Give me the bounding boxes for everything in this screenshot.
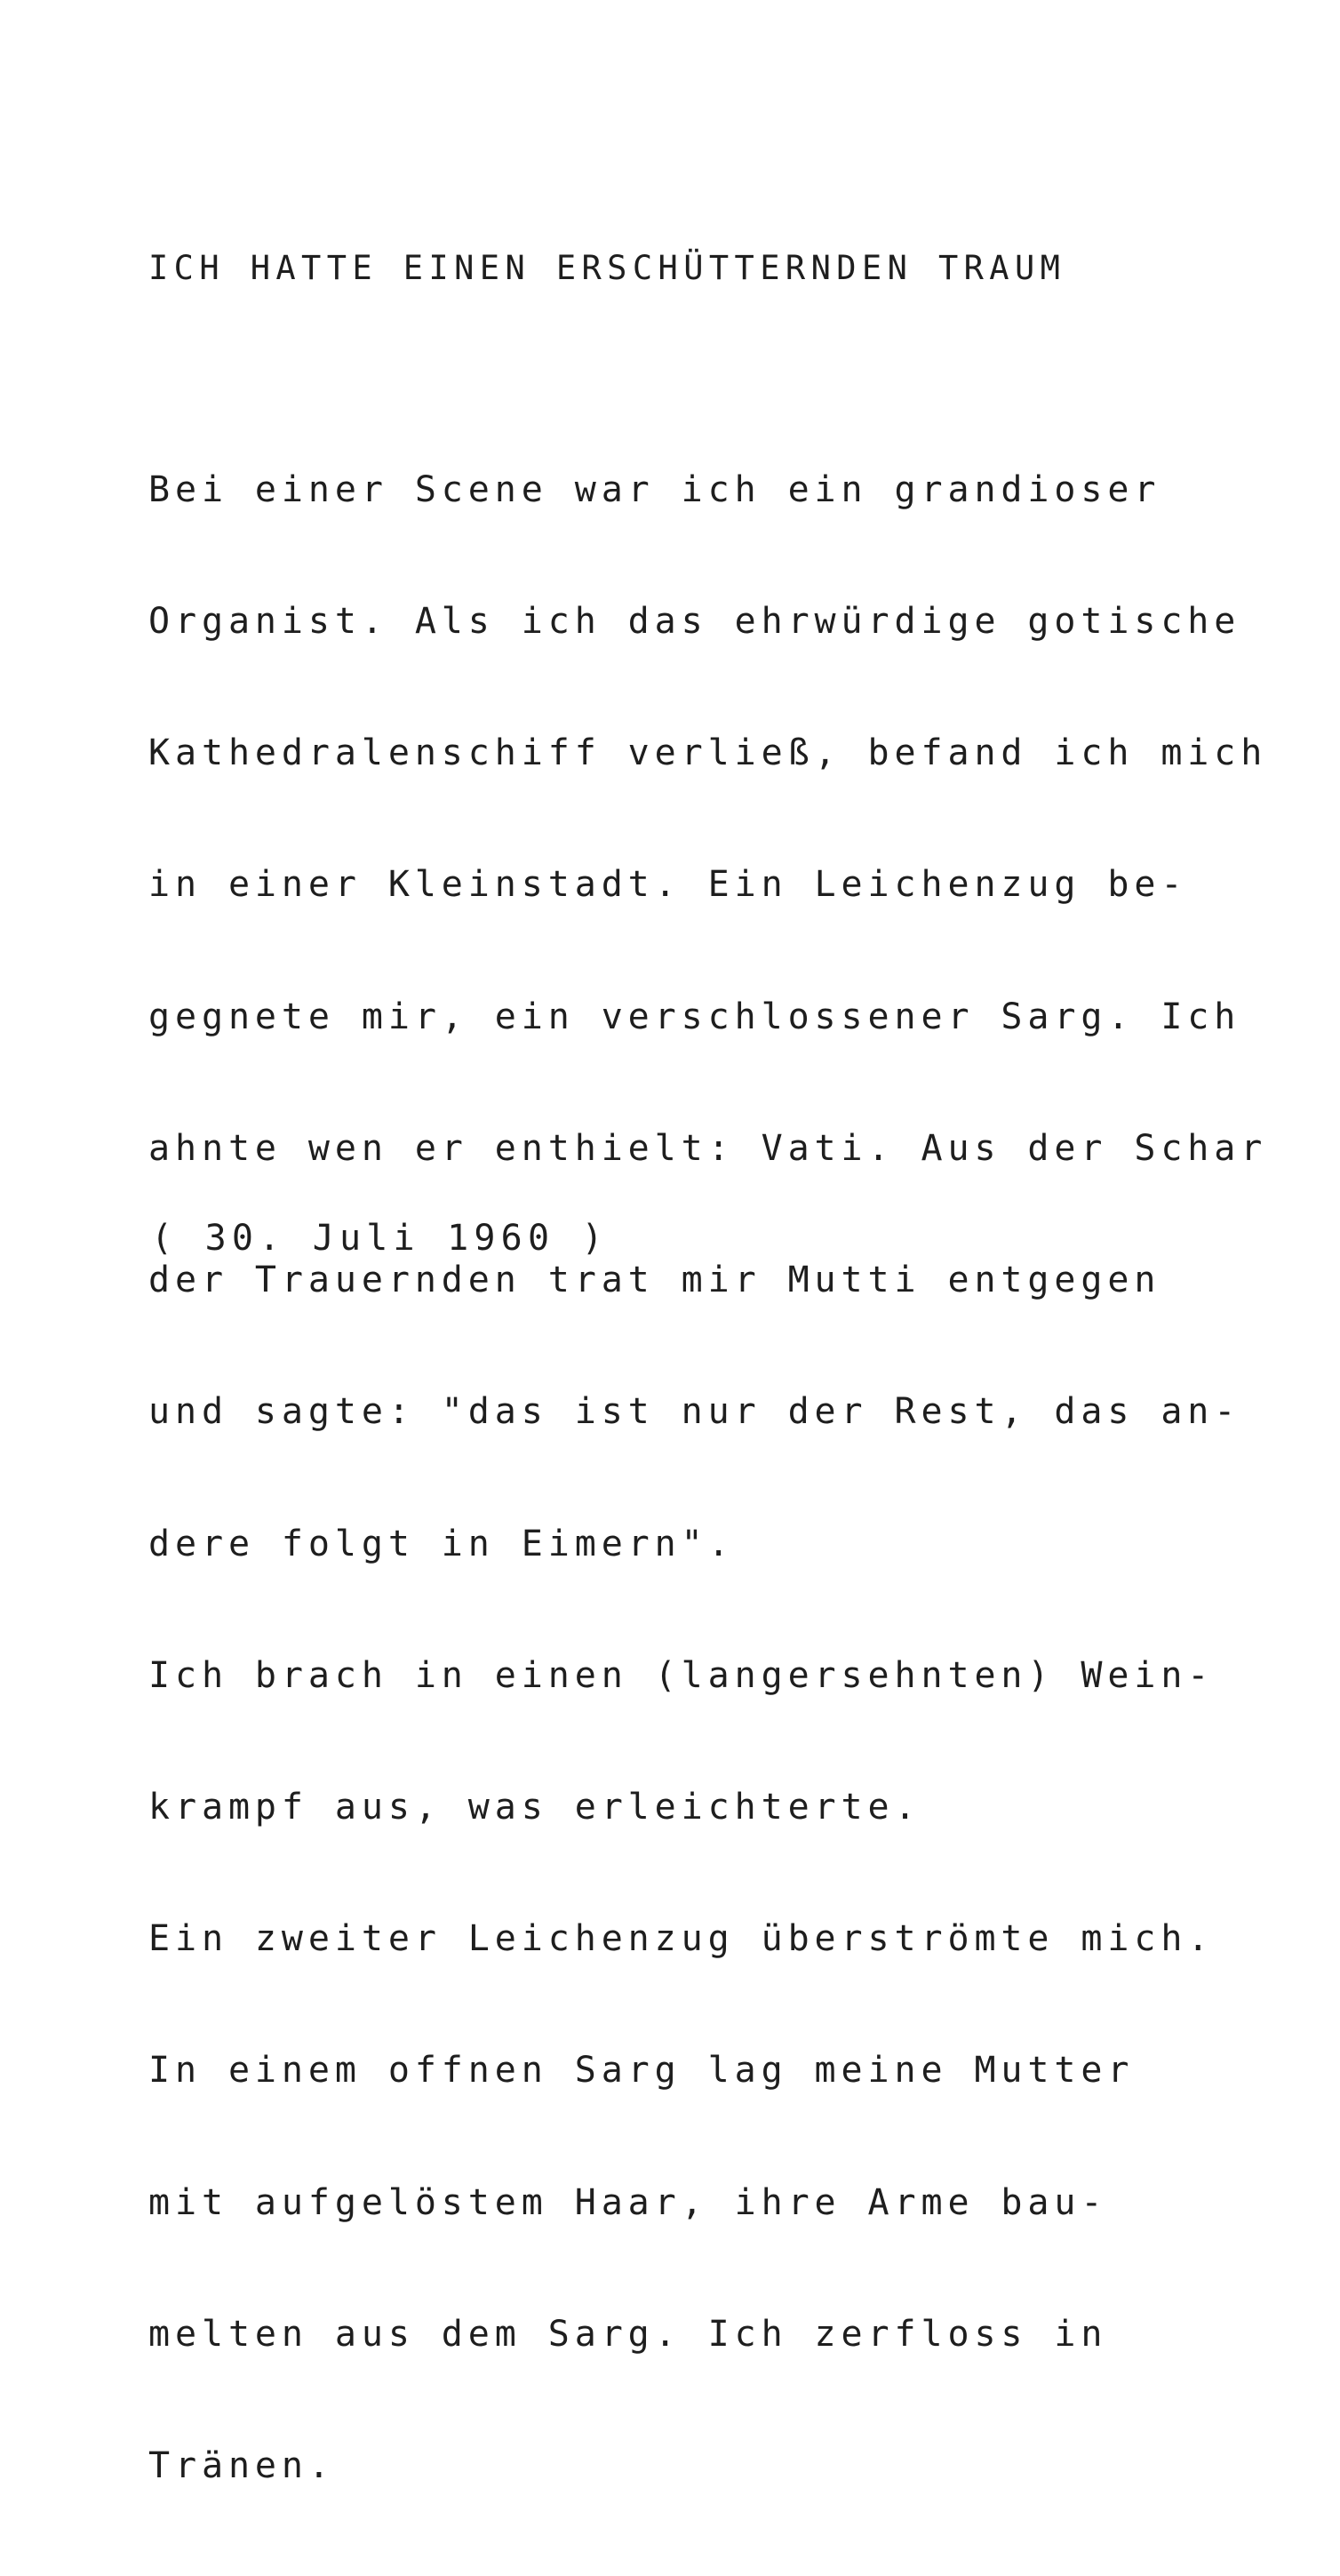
- text-line: Bei einer Scene war ich ein grandioser: [148, 468, 1161, 510]
- text-line: Kathedralenschiff verließ, befand ich mich: [148, 732, 1268, 774]
- text-line: gegnete mir, ein verschlossener Sarg. Ich: [148, 996, 1241, 1037]
- text-line: krampf aus, was erleichterte.: [148, 1787, 921, 1828]
- text-line: Organist. Als ich das ehrwürdige gotische: [148, 601, 1241, 643]
- dream-text: [148, 380, 1267, 2576]
- text-line: der Trauernden trat mir Mutti entgegen: [148, 1260, 1161, 1301]
- text-line: mit aufgelöstem Haar, ihre Arme bau-: [148, 2181, 1108, 2223]
- text-line: In einem offnen Sarg lag meine Mutter: [148, 2050, 1135, 2092]
- text-line: ahnte wen er enthielt: Vati. Aus der Schar: [148, 1127, 1268, 1169]
- text-line: dere folgt in Eimern".: [148, 1523, 735, 1564]
- text-line: melten aus dem Sarg. Ich zerfloss in: [148, 2313, 1108, 2355]
- text-line: Ich brach in einen (langersehnten) Wein-: [148, 1654, 1215, 1696]
- text-line: Tränen.: [148, 2445, 335, 2487]
- text-line: in einer Kleinstadt. Ein Leichenzug be-: [148, 864, 1188, 906]
- page-title: ICH HATTE EINEN ERSCHÜTTERNDEN TRAUM: [148, 249, 1066, 287]
- date-line: ( 30. Juli 1960 ): [151, 1218, 609, 1259]
- text-line: Ein zweiter Leichenzug überströmte mich.: [148, 1918, 1215, 1960]
- text-line: und sagte: "das ist nur der Rest, das an-: [148, 1391, 1241, 1433]
